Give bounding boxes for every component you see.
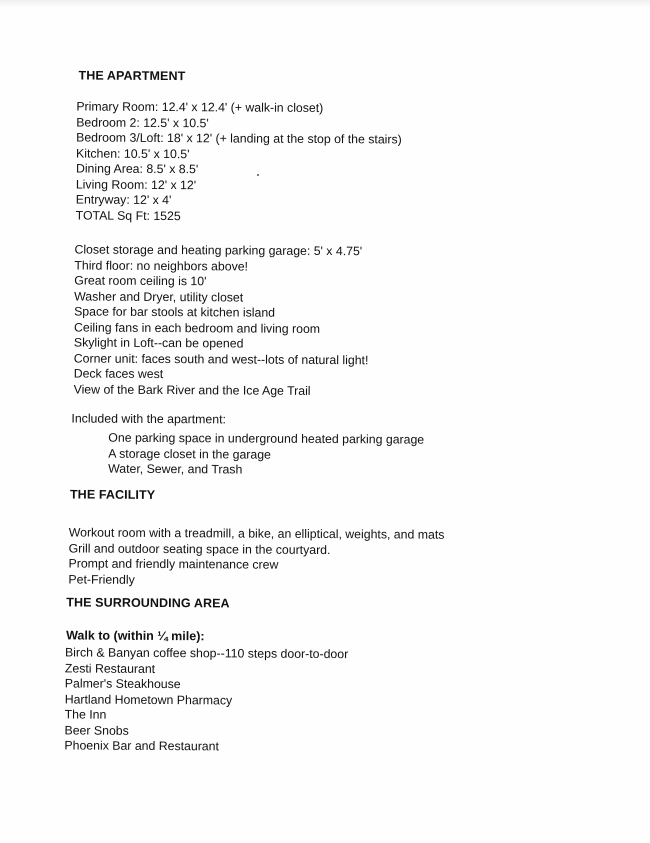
list-item: Prompt and friendly maintenance crew <box>68 556 279 572</box>
list-item: Washer and Dryer, utility closet <box>74 288 244 305</box>
list-item: Primary Room: 12.4' x 12.4' (+ walk-in closet) <box>76 99 324 115</box>
list-item: Closet storage and heating parking garage: 5' x 4.75' <box>74 242 363 259</box>
list-item: Zesti Restaurant <box>64 660 156 676</box>
list-item: Beer Snobs <box>64 722 129 738</box>
list-item: Birch & Banyan coffee shop--110 steps door-to-door <box>64 645 349 662</box>
list-item: Deck faces west <box>73 366 164 382</box>
included-intro: Included with the apartment: <box>71 411 226 427</box>
list-item: The Inn <box>64 707 107 722</box>
list-item: Hartland Hometown Pharmacy <box>64 691 233 707</box>
facility-list <box>68 525 444 589</box>
list-item: Third floor: no neighbors above! <box>74 257 249 274</box>
list-item: Dining Area: 8.5' x 8.5' <box>75 161 199 177</box>
facility-heading: THE FACILITY <box>69 487 156 502</box>
list-item: Workout room with a treadmill, a bike, an elliptical, weights, and mats <box>68 525 445 542</box>
list-item: Phoenix Bar and Restaurant <box>64 738 219 754</box>
list-item: Water, Sewer, and Trash <box>108 461 243 477</box>
surrounding-area-heading: THE SURROUNDING AREA <box>66 595 230 611</box>
list-item: Ceiling fans in each bedroom and living room <box>73 319 321 336</box>
list-item: TOTAL Sq Ft: 1525 <box>75 207 181 223</box>
walk-to-heading: Walk to (within ¼ mile): <box>66 628 205 644</box>
list-item: View of the Bark River and the Ice Age Trail <box>73 381 311 398</box>
list-item: Grill and outdoor seating space in the courtyard. <box>68 540 331 557</box>
list-item: Bedroom 2: 12.5' x 10.5' <box>76 114 209 130</box>
list-item: Bedroom 3/Loft: 18' x 12' (+ landing at the stop of the stairs) <box>76 130 402 147</box>
apartment-features-list <box>74 242 370 399</box>
scan-speck <box>257 174 259 176</box>
list-item: Kitchen: 10.5' x 10.5' <box>76 145 190 161</box>
list-item: Pet-Friendly <box>68 571 135 587</box>
list-item: A storage closet in the garage <box>108 446 271 462</box>
list-item: Palmer's Steakhouse <box>64 676 181 692</box>
included-list <box>108 431 424 479</box>
list-item: Great room ceiling is 10' <box>74 273 207 289</box>
list-item: Entryway: 12' x 4' <box>75 192 172 208</box>
walk-to-list <box>64 645 348 755</box>
list-item: Skylight in Loft--can be opened <box>73 335 244 351</box>
list-item: Living Room: 12' x 12' <box>75 176 197 192</box>
list-item: Space for bar stools at kitchen island <box>74 304 276 320</box>
apartment-heading: THE APARTMENT <box>78 68 186 84</box>
list-item: One parking space in underground heated parking garage <box>108 430 425 447</box>
room-dimensions-list <box>76 99 402 225</box>
list-item: Corner unit: faces south and west--lots of natural light! <box>73 350 369 367</box>
